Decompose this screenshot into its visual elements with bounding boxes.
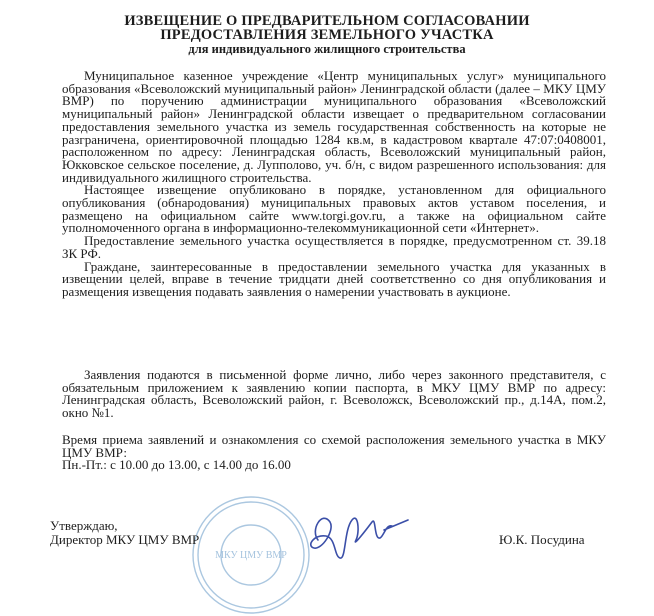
- paragraph-notice: Муниципальное казенное учреждение «Центр муниципальных услуг» муниципального образования «Всеволожский муниципальный район» Ленинградской области (далее – МКУ ЦМУ ВМР) по поручению администрации муниципального образования «Всеволожский муниципальный район» Ленинградской области извещает о предварительном согласовании предоставления земельного участка из земель государственная собственность на которые не разграничена, ориентировочной площадью 1284 кв.м, в кадастровом квартале 47:07:0408001, расположенном по адресу: Ленинградская область, Всеволожский муниципальный район, Юкковское сельское поселение, д. Лупполово, уч. б/н, с видом разрешенного использования: для индивидуального жилищного строительства.: [62, 68, 606, 185]
- notice-body: [62, 70, 606, 299]
- reception-info: [62, 434, 606, 472]
- approval-label: Утверждаю,: [50, 518, 118, 533]
- paragraph-publication: Настоящее извещение опубликовано в порядке, установленном для официального опубликования (обнародования) муниципальных правовых актов уставом поселения, и размещено на официальном сайте www.torgi.gov.ru, а также на официальном сайте уполномоченного органа в информационно-телекоммуникационной сети «Интернет».: [62, 182, 606, 236]
- application-info: [62, 369, 606, 420]
- paragraph-citizens: Граждане, заинтересованные в предоставлении земельного участка для указанных в извещении целей, вправе в течение тридцати дней соответственно со дня опубликования и размещения извещения подавать заявления о намерении участвовать в аукционе.: [62, 258, 606, 299]
- reception-time-text: Время приема заявлений и ознакомления со схемой расположения земельного участка в МКУ ЦМУ ВМР:: [62, 432, 606, 460]
- director-signature: [300, 500, 415, 565]
- signatory-name: Ю.К. Посудина: [499, 532, 585, 547]
- document-title-line-1: ИЗВЕЩЕНИЕ О ПРЕДВАРИТЕЛЬНОМ СОГЛАСОВАНИИ: [124, 13, 530, 29]
- director-title: Директор МКУ ЦМУ ВМР: [50, 532, 200, 547]
- paragraph-procedure: Предоставление земельного участка осуществляется в порядке, предусмотренном ст. 39.18 ЗК РФ.: [62, 233, 606, 261]
- organization-stamp: [190, 494, 312, 616]
- stamp-text: МКУ ЦМУ ВМР: [215, 550, 287, 561]
- document-subtitle: для индивидуального жилищного строительства: [188, 42, 466, 56]
- reception-hours: Пн.-Пт.: с 10.00 до 13.00, с 14.00 до 16.00: [62, 457, 291, 473]
- paragraph-applications: Заявления подаются в письменной форме лично, либо через законного представителя, с обязательным приложением к заявлению копии паспорта, в МКУ ЦМУ ВМР по адресу: Ленинградская область, Всеволожский район, г. Всеволожск, Всеволожский пр., д.14А, пом.2, окно №1.: [62, 367, 606, 421]
- document-title-line-2: ПРЕДОСТАВЛЕНИЯ ЗЕМЕЛЬНОГО УЧАСТКА: [160, 27, 494, 43]
